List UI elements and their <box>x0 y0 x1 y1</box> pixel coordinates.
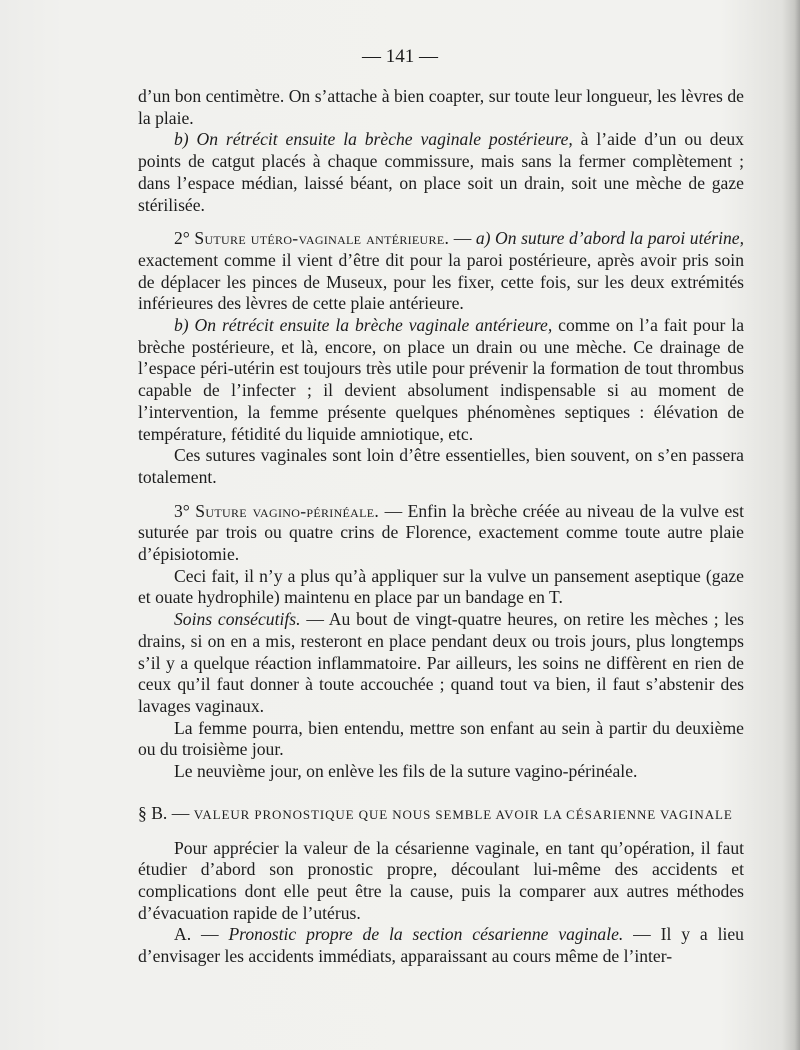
body-text <box>138 86 744 968</box>
section-prefix: § B. — <box>138 802 194 823</box>
paragraph-12 <box>138 924 744 967</box>
paragraph-8-text: — Au bout de vingt-quatre heures, on retire les mèches ; les drains, si on en a mis, resteront en place pendant deux ou trois jours, plus longtemps s’il y a quelque réaction inflammatoire. Par ailleurs, les soins ne diffèrent en rien de ceux qu’il faut donner à toute accouchée ; quand tout va bien, il faut s’abstenir des lavages vaginaux. <box>138 609 744 716</box>
paragraph-12-label: Pronostic propre de la section césarienne vaginale. <box>228 924 624 945</box>
paragraph-4-text: comme on l’a fait pour la brèche postérieure, et là, encore, on place un drain ou une mèche. Ce drainage de l’espace péri-utérin est toujours très utile pour prévenir la formation de tout thrombus capable de l’infecter ; il devient absolument indispensable si au moment de l’intervention, la femme présente quelques phénomènes septiques : élévation de température, fétidité du liquide amniotique, etc. <box>138 315 745 444</box>
paragraph-2 <box>138 129 744 216</box>
paragraph-9: La femme pourra, bien entendu, mettre son enfant au sein à partir du deuxième ou du troisième jour. <box>138 717 744 760</box>
paragraph-6 <box>138 501 744 566</box>
paragraph-2-label: b) On rétrécit ensuite la brèche vaginale postérieure, <box>174 129 573 150</box>
paragraph-3-num: 2° <box>174 228 195 249</box>
paragraph-4-label: b) On rétrécit ensuite la brèche vaginale antérieure, <box>174 315 553 336</box>
paragraph-3-text: exactement comme il vient d’être dit pour la paroi postérieure, après avoir pris soin de déplacer les pinces de Museux, pour les fixer, cette fois, sur les deux extrémités inférieures des lèvres de cette plaie antérieure. <box>138 249 744 314</box>
paragraph-6-text: — Enfin la brèche créée au niveau de la vulve est suturée par trois ou quatre crins de Florence, exactement comme toute autre plaie d’épisiotomie. <box>138 500 744 565</box>
section-heading <box>138 803 744 826</box>
section-title: VALEUR PRONOSTIQUE QUE NOUS SEMBLE AVOIR LA CÉSARIENNE VAGINALE <box>193 806 733 822</box>
paragraph-4 <box>138 315 744 445</box>
paragraph-3 <box>138 228 744 315</box>
paragraph-5: Ces sutures vaginales sont loin d’être essentielles, bien souvent, on s’en passera totalement. <box>138 445 744 487</box>
paragraph-1: d’un bon centimètre. On s’attache à bien coapter, sur toute leur longueur, les lèvres de la plaie. <box>138 86 744 128</box>
paragraph-7: Ceci fait, il n’y a plus qu’à appliquer sur la vulve un pansement aseptique (gaze et ouate hydrophile) maintenu en place par un bandage en T. <box>138 565 744 608</box>
page-number: — 141 — <box>362 46 438 67</box>
paragraph-6-title: Suture vagino-périnéale. <box>195 500 380 521</box>
paragraph-3-label: a) On suture d’abord la paroi utérine, <box>475 228 745 249</box>
paragraph-6-num: 3° <box>174 500 196 521</box>
paragraph-10: Le neuvième jour, on enlève les fils de la suture vagino-périnéale. <box>174 761 638 782</box>
paragraph-8 <box>138 609 744 718</box>
paragraph-12-text: — Il y a lieu d’envisager les accidents immédiats, apparaissant au cours même de l’inter- <box>138 924 744 967</box>
paragraph-3-title: Suture utéro-vaginale antérieure. <box>194 228 450 249</box>
paragraph-8-label: Soins consécutifs. <box>174 609 301 630</box>
paragraph-3-dash: — <box>449 228 476 249</box>
page-edge-shadow <box>782 0 800 1050</box>
paragraph-2-text: à l’aide d’un ou deux points de catgut placés à chaque commissure, mais sans la fermer complètement ; dans l’espace médian, laissé béant, on place soit un drain, soit une mèche de gaze stérilisée. <box>138 129 744 215</box>
paragraph-12-prefix: A. — <box>174 924 229 945</box>
paragraph-11: Pour apprécier la valeur de la césarienne vaginale, en tant qu’opération, il faut étudier d’abord son pronostic propre, découlant lui-même des accidents et complications dont elle peut être la cause, puis la comparer aux autres méthodes d’évacuation rapide de l’utérus. <box>138 837 744 923</box>
